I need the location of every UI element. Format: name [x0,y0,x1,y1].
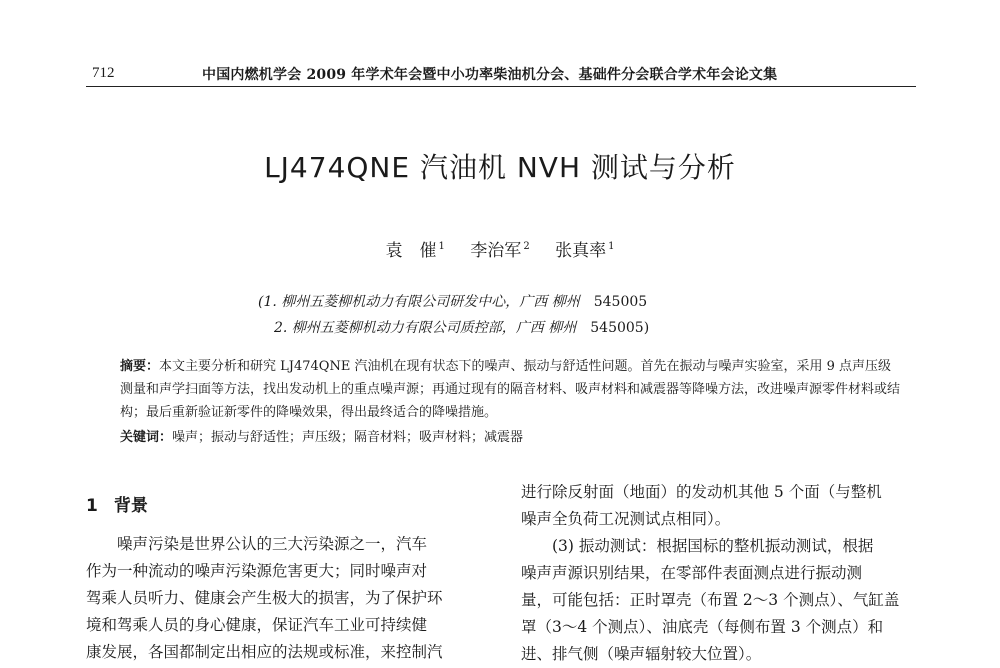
body-line: 量，可能包括：正时罩壳（布置 2～3 个测点）、气缸盖 [521,591,900,609]
keywords-text: 噪声；振动与舒适性；声压级；隔音材料；吸声材料；减震器 [172,430,524,445]
body-line: 境和驾乘人员的身心健康，保证汽车工业可持续健 [86,616,428,634]
author-list [0,236,1000,261]
section-heading [86,491,148,516]
body-line: 进、排气侧（噪声辐射较大位置）。 [521,645,762,663]
author [386,241,445,261]
section-number: 1 [86,496,98,516]
body-line: 噪声全负荷工况测试点相同）。 [521,510,731,528]
paper-title: LJ474QNE 汽油机 NVH 测试与分析 [264,151,736,184]
affiliation-text: (1. 柳州五菱柳机动力有限公司研发中心，广西 柳州 [258,294,580,310]
body-line: 康发展，各国都制定出相应的法规或标准，来控制汽 [86,643,443,661]
author-name: 张真率 [555,241,607,261]
affiliation-2 [274,317,649,337]
body-line: 进行除反射面（地面）的发动机其他 5 个面（与整机 [521,483,882,501]
body-line: 噪声声源识别结果，在零部件表面测点进行振动测 [521,564,863,582]
author-name: 李治军 [470,241,522,261]
body-line: 作为一种流动的噪声污染源危害更大；同时噪声对 [86,562,428,580]
body-line: 噪声污染是世界公认的三大污染源之一，汽车 [117,535,428,553]
postal-code: 545005 [593,294,648,310]
body-line: (3) 振动测试：根据国标的整机振动测试，根据 [552,537,874,555]
postal-code: 545005) [590,320,650,336]
author-affiliation-mark: 1 [608,241,615,253]
abstract [120,355,900,424]
affiliation-text: 2. 柳州五菱柳机动力有限公司质控部，广西 柳州 [274,320,577,336]
keywords-label: 关键词： [120,430,173,445]
affiliation-1 [258,291,647,311]
abstract-label: 摘要： [120,359,160,374]
section-title: 背景 [113,496,148,516]
page-number: 712 [92,65,115,81]
author [555,241,614,261]
body-line: 驾乘人员听力、健康会产生极大的损害，为了保护环 [86,589,443,607]
keywords [120,426,900,445]
right-column [521,479,921,668]
abstract-text: 本文主要分析和研究 LJ474QNE 汽油机在现有状态下的噪声、振动与舒适性问题。首先在振动与噪声实验室，采用 9 点声压级测量和声学扫面等方法，找出发动机上的重点噪声源；再通过现有的隔音材料、吸声材料和减震器等降噪方法，改进噪声源零件材料或结构；最后重新验证新零件的降噪效果，得出最终适合的降噪措施。 [120,359,901,420]
author-affiliation-mark: 1 [438,241,445,253]
left-column [86,531,488,666]
author-name: 袁 催 [385,241,437,261]
author-affiliation-mark: 2 [523,241,530,253]
author [470,241,529,261]
body-line: 罩（3～4 个测点）、油底壳（每侧布置 3 个测点）和 [521,618,884,636]
running-head-title: 中国内燃机学会 2009 年学术年会暨中小功率柴油机分会、基础件分会联合学术年会论文集 [202,67,778,83]
running-header [86,62,916,87]
